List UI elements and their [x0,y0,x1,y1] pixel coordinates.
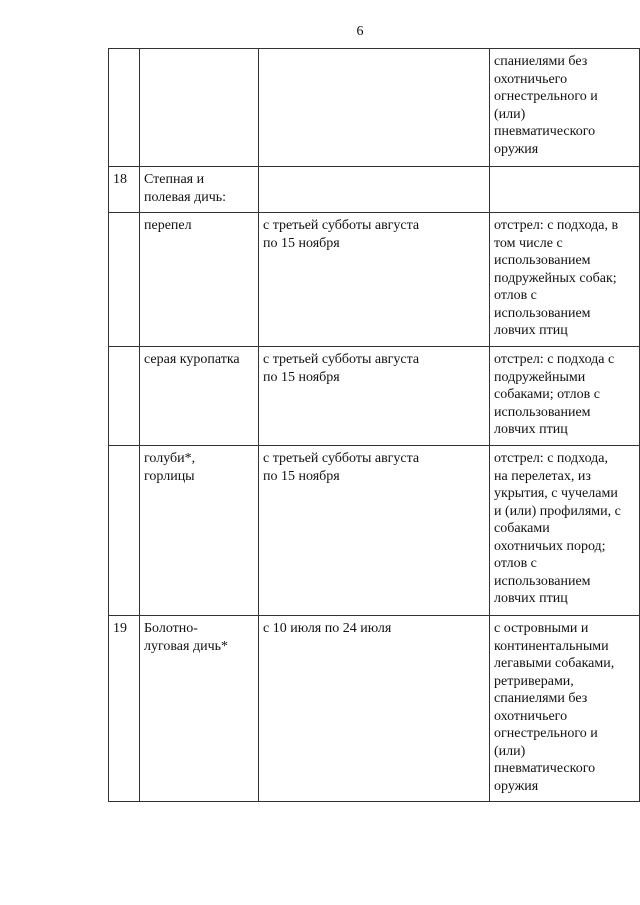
method-cell [490,616,640,802]
species-line: голуби*, [144,451,196,466]
method-line: оружия [494,778,539,794]
period-cell [259,49,490,167]
method-line: использованием [494,573,591,589]
method-line: легавыми собаками, [494,656,615,671]
species-line: Болотно- [144,621,198,636]
period-line: с третьей субботы августа [263,218,420,233]
method-line: огнестрельного и [494,89,598,104]
row-number-cell [109,446,140,616]
method-line: отлов с [494,288,537,303]
method-line: оружия [494,141,539,157]
method-line: собаками; отлов с [494,387,600,402]
species-line: Степная и [144,172,205,187]
method-line: (или) [494,743,526,759]
species-cell [140,213,259,347]
hunting-periods-table [108,48,640,802]
period-line: с третьей субботы августа [263,352,420,367]
method-line: ловчих птиц [494,591,568,606]
species-cell [140,49,259,167]
method-line: собаками [494,521,550,536]
table-row [109,167,640,213]
method-line: охотничьего [494,708,568,724]
period-line: по 15 ноября [263,235,340,251]
period-cell [259,616,490,802]
method-line: и (или) профилями, с [494,503,621,519]
method-line: отлов с [494,556,537,571]
row-number-cell [109,616,140,802]
row-number-cell [109,49,140,167]
period-cell [259,167,490,213]
method-line: использованием [494,253,591,268]
species-line: луговая дичь* [144,638,228,654]
method-line: континентальными [494,638,609,654]
method-line: охотничьего [494,71,568,87]
method-cell [490,167,640,213]
method-line: ретриверами, [494,673,574,689]
method-line: на перелетах, из [494,468,591,484]
method-cell [490,347,640,446]
row-number-cell [109,167,140,213]
method-line: использованием [494,404,591,420]
method-line: огнестрельного и [494,726,598,741]
period-line: с 10 июля по 24 июля [263,621,392,636]
method-cell [490,49,640,167]
species-cell [140,446,259,616]
table-row [109,49,640,167]
period-cell [259,347,490,446]
period-line: по 15 ноября [263,468,340,484]
species-line: горлицы [144,468,195,484]
table-row [109,347,640,446]
method-line: отстрел: с подхода, в [494,218,619,233]
species-line: полевая дичь: [144,189,227,205]
species-cell [140,347,259,446]
row-number-cell [109,213,140,347]
species-cell [140,616,259,802]
method-line: ловчих птиц [494,422,568,437]
method-line: отстрел: с подхода с [494,352,615,367]
method-line: пневматического [494,124,596,139]
method-line: с островными и [494,621,589,636]
method-cell [490,213,640,347]
method-line: спаниелями без [494,54,588,69]
page-number: 6 [356,24,364,39]
method-line: охотничьих пород; [494,538,606,554]
method-line: укрытия, с чучелами [494,486,618,501]
table-row [109,213,640,347]
method-line: (или) [494,106,526,122]
table-row [109,446,640,616]
method-line: пневматического [494,761,596,776]
method-line: подружейных собак; [494,270,617,286]
method-line: том числе с [494,235,563,251]
method-line: отстрел: с подхода, [494,451,609,466]
species-line: серая куропатка [144,352,240,367]
period-cell [259,446,490,616]
method-cell [490,446,640,616]
method-line: использованием [494,305,591,321]
species-line: перепел [144,218,192,233]
method-line: подружейными [494,369,586,385]
table-row [109,616,640,802]
method-line: спаниелями без [494,691,588,706]
row-number: 18 [113,172,127,187]
period-line: по 15 ноября [263,369,340,385]
row-number: 19 [113,621,127,636]
species-cell [140,167,259,213]
method-line: ловчих птиц [494,323,568,338]
period-cell [259,213,490,347]
period-line: с третьей субботы августа [263,451,420,466]
row-number-cell [109,347,140,446]
